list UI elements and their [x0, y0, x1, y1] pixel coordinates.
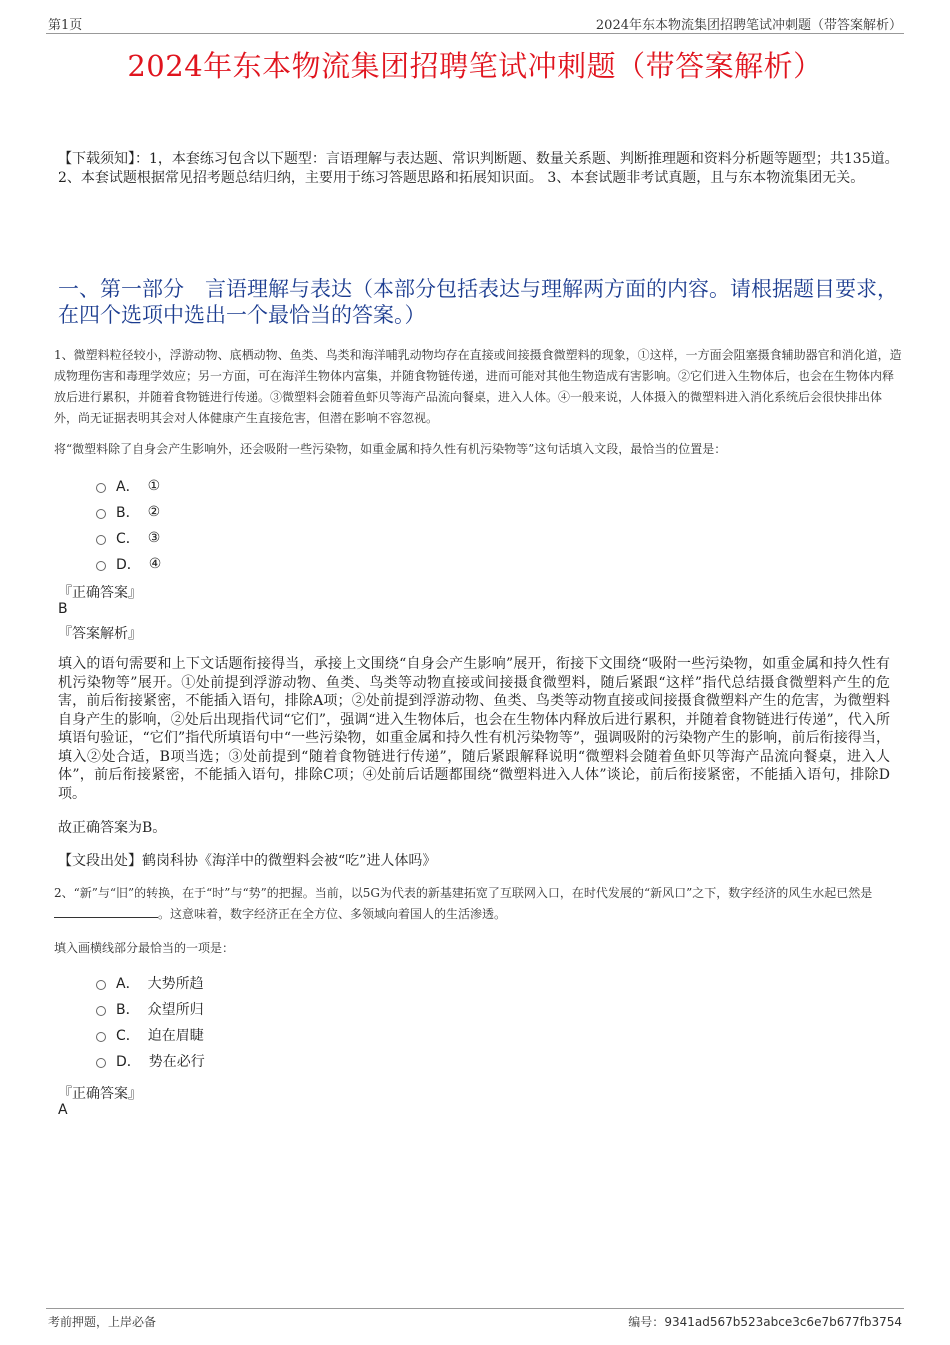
q1-conclusion: 故正确答案为B。 — [58, 820, 167, 836]
radio-icon[interactable] — [96, 483, 106, 493]
radio-icon[interactable] — [96, 509, 106, 519]
radio-icon[interactable] — [96, 1058, 106, 1068]
footer-divider — [46, 1308, 904, 1309]
download-notice: 【下载须知】：1，本套练习包含以下题型：言语理解与表达题、常识判断题、数量关系题、判断推理题和资料分析题等题型；共135道。 2、本套试题根据常见招考题总结归纳，主要用于练习答题思路和拓展知识面。 3、本套试题非考试真题，且与东本物流集团无关。 — [58, 151, 899, 186]
section-heading: 一、第一部分 言语理解与表达（本部分包括表达与理解两方面的内容。请根据题目要求，在四个选项中选出一个最恰当的答案。） — [58, 277, 898, 327]
footer-slogan: 考前押题，上岸必备 — [48, 1315, 157, 1329]
header-doc-title: 2024年东本物流集团招聘笔试冲刺题（带答案解析） — [595, 18, 902, 33]
q1-analysis: 填入的语句需要和上下文话题衔接得当，承接上文围绕“自身会产生影响”展开，衔接下文围绕“吸附一些污染物，如重金属和持久性有机污染物等”展开。①处前提到浮游动物、鱼类、鸟类等动物直接或间接摄食微塑料，随后紧跟“这样”指代总结摄食微塑料产生的危害，前后衔接紧密，不能插入语句，排除A项；②处前提到浮游动物、鱼类、鸟类等动物直接或间接摄食微塑料产生的危害，为微塑料自身产生的影响，②处后出现指代词“它们”，强调“进入生物体后，也会在生物体内释放后进行累积，并随着食物链进行传递”，代入所填语句验证，“它们”指代所填语句中“一些污染物，如重金属和持久性有机污染物等”，强调吸附的污染物产生的影响，前后衔接得当，填入②处合适，B项当选；③处前提到“随着食物链进行传递”，随后紧跟解释说明“微塑料会随着鱼虾贝等海产品流向餐桌，进入人体”，前后衔接紧密，不能插入语句，排除C项；④处前后话题都围绕“微塑料进入人体”谈论，前后衔接紧密，不能插入语句，排除D项。 — [58, 656, 890, 802]
page-number: 第1页 — [48, 18, 83, 33]
footer-code: 编号：9341ad567b523abce3c6e7b677fb3754 — [628, 1315, 902, 1329]
radio-icon[interactable] — [96, 1032, 106, 1042]
fill-blank — [54, 905, 158, 918]
q1-answer: B — [58, 601, 68, 617]
q1-answer-label: 『正确答案』 — [58, 585, 142, 601]
header-divider — [46, 33, 904, 34]
q1-stem: 将“微塑料除了自身会产生影响外，还会吸附一些污染物，如重金属和持久性有机污染物等”这句话填入文段，最恰当的位置是： — [54, 442, 727, 456]
q2-stem: 填入画横线部分最恰当的一项是： — [54, 941, 235, 955]
q1-option-a[interactable]: A． ① — [96, 473, 161, 499]
q2-options — [96, 970, 205, 1074]
q1-source: 【文段出处】鹤岗科协《海洋中的微塑料会被“吃”进人体吗》 — [58, 853, 437, 869]
q2-answer-label: 『正确答案』 — [58, 1086, 142, 1102]
q2-passage: 2、“新”与“旧”的转换，在于“时”与“势”的把握。当前，以5G为代表的新基建拓宽了互联网入口，在时代发展的“新风口”之下，数字经济的风生水起已然是。这意味着，数字经济正在全方位、多领域向着国人的生活渗透。 — [54, 886, 873, 921]
q2-option-c[interactable]: C． 迫在眉睫 — [96, 1022, 205, 1048]
q2-answer: A — [58, 1102, 68, 1118]
radio-icon[interactable] — [96, 980, 106, 990]
q2-option-b[interactable]: B． 众望所归 — [96, 996, 205, 1022]
page-title: 2024年东本物流集团招聘笔试冲刺题（带答案解析） — [127, 49, 823, 83]
q2-option-d[interactable]: D． 势在必行 — [96, 1048, 205, 1074]
radio-icon[interactable] — [96, 561, 106, 571]
q2-option-a[interactable]: A． 大势所趋 — [96, 970, 205, 996]
q1-passage: 1、微塑料粒径较小，浮游动物、底栖动物、鱼类、鸟类和海洋哺乳动物均存在直接或间接摄食微塑料的现象，①这样，一方面会阻塞摄食辅助器官和消化道，造成物理伤害和毒理学效应；另一方面，可在海洋生物体内富集，并随食物链传递，进而可能对其他生物造成有害影响。②它们进入生物体后，也会在生物体内释放后进行累积，并随着食物链进行传递。③微塑料会随着鱼虾贝等海产品流向餐桌，进入人体。④一般来说，人体摄入的微塑料进入消化系统后会很快排出体外，尚无证据表明其会对人体健康产生直接危害，但潜在影响不容忽视。 — [54, 348, 902, 425]
q1-option-d[interactable]: D． ④ — [96, 551, 161, 577]
q1-option-b[interactable]: B． ② — [96, 499, 161, 525]
radio-icon[interactable] — [96, 535, 106, 545]
q1-option-c[interactable]: C． ③ — [96, 525, 161, 551]
q1-options — [96, 473, 161, 577]
q1-analysis-label: 『答案解析』 — [58, 626, 142, 642]
radio-icon[interactable] — [96, 1006, 106, 1016]
